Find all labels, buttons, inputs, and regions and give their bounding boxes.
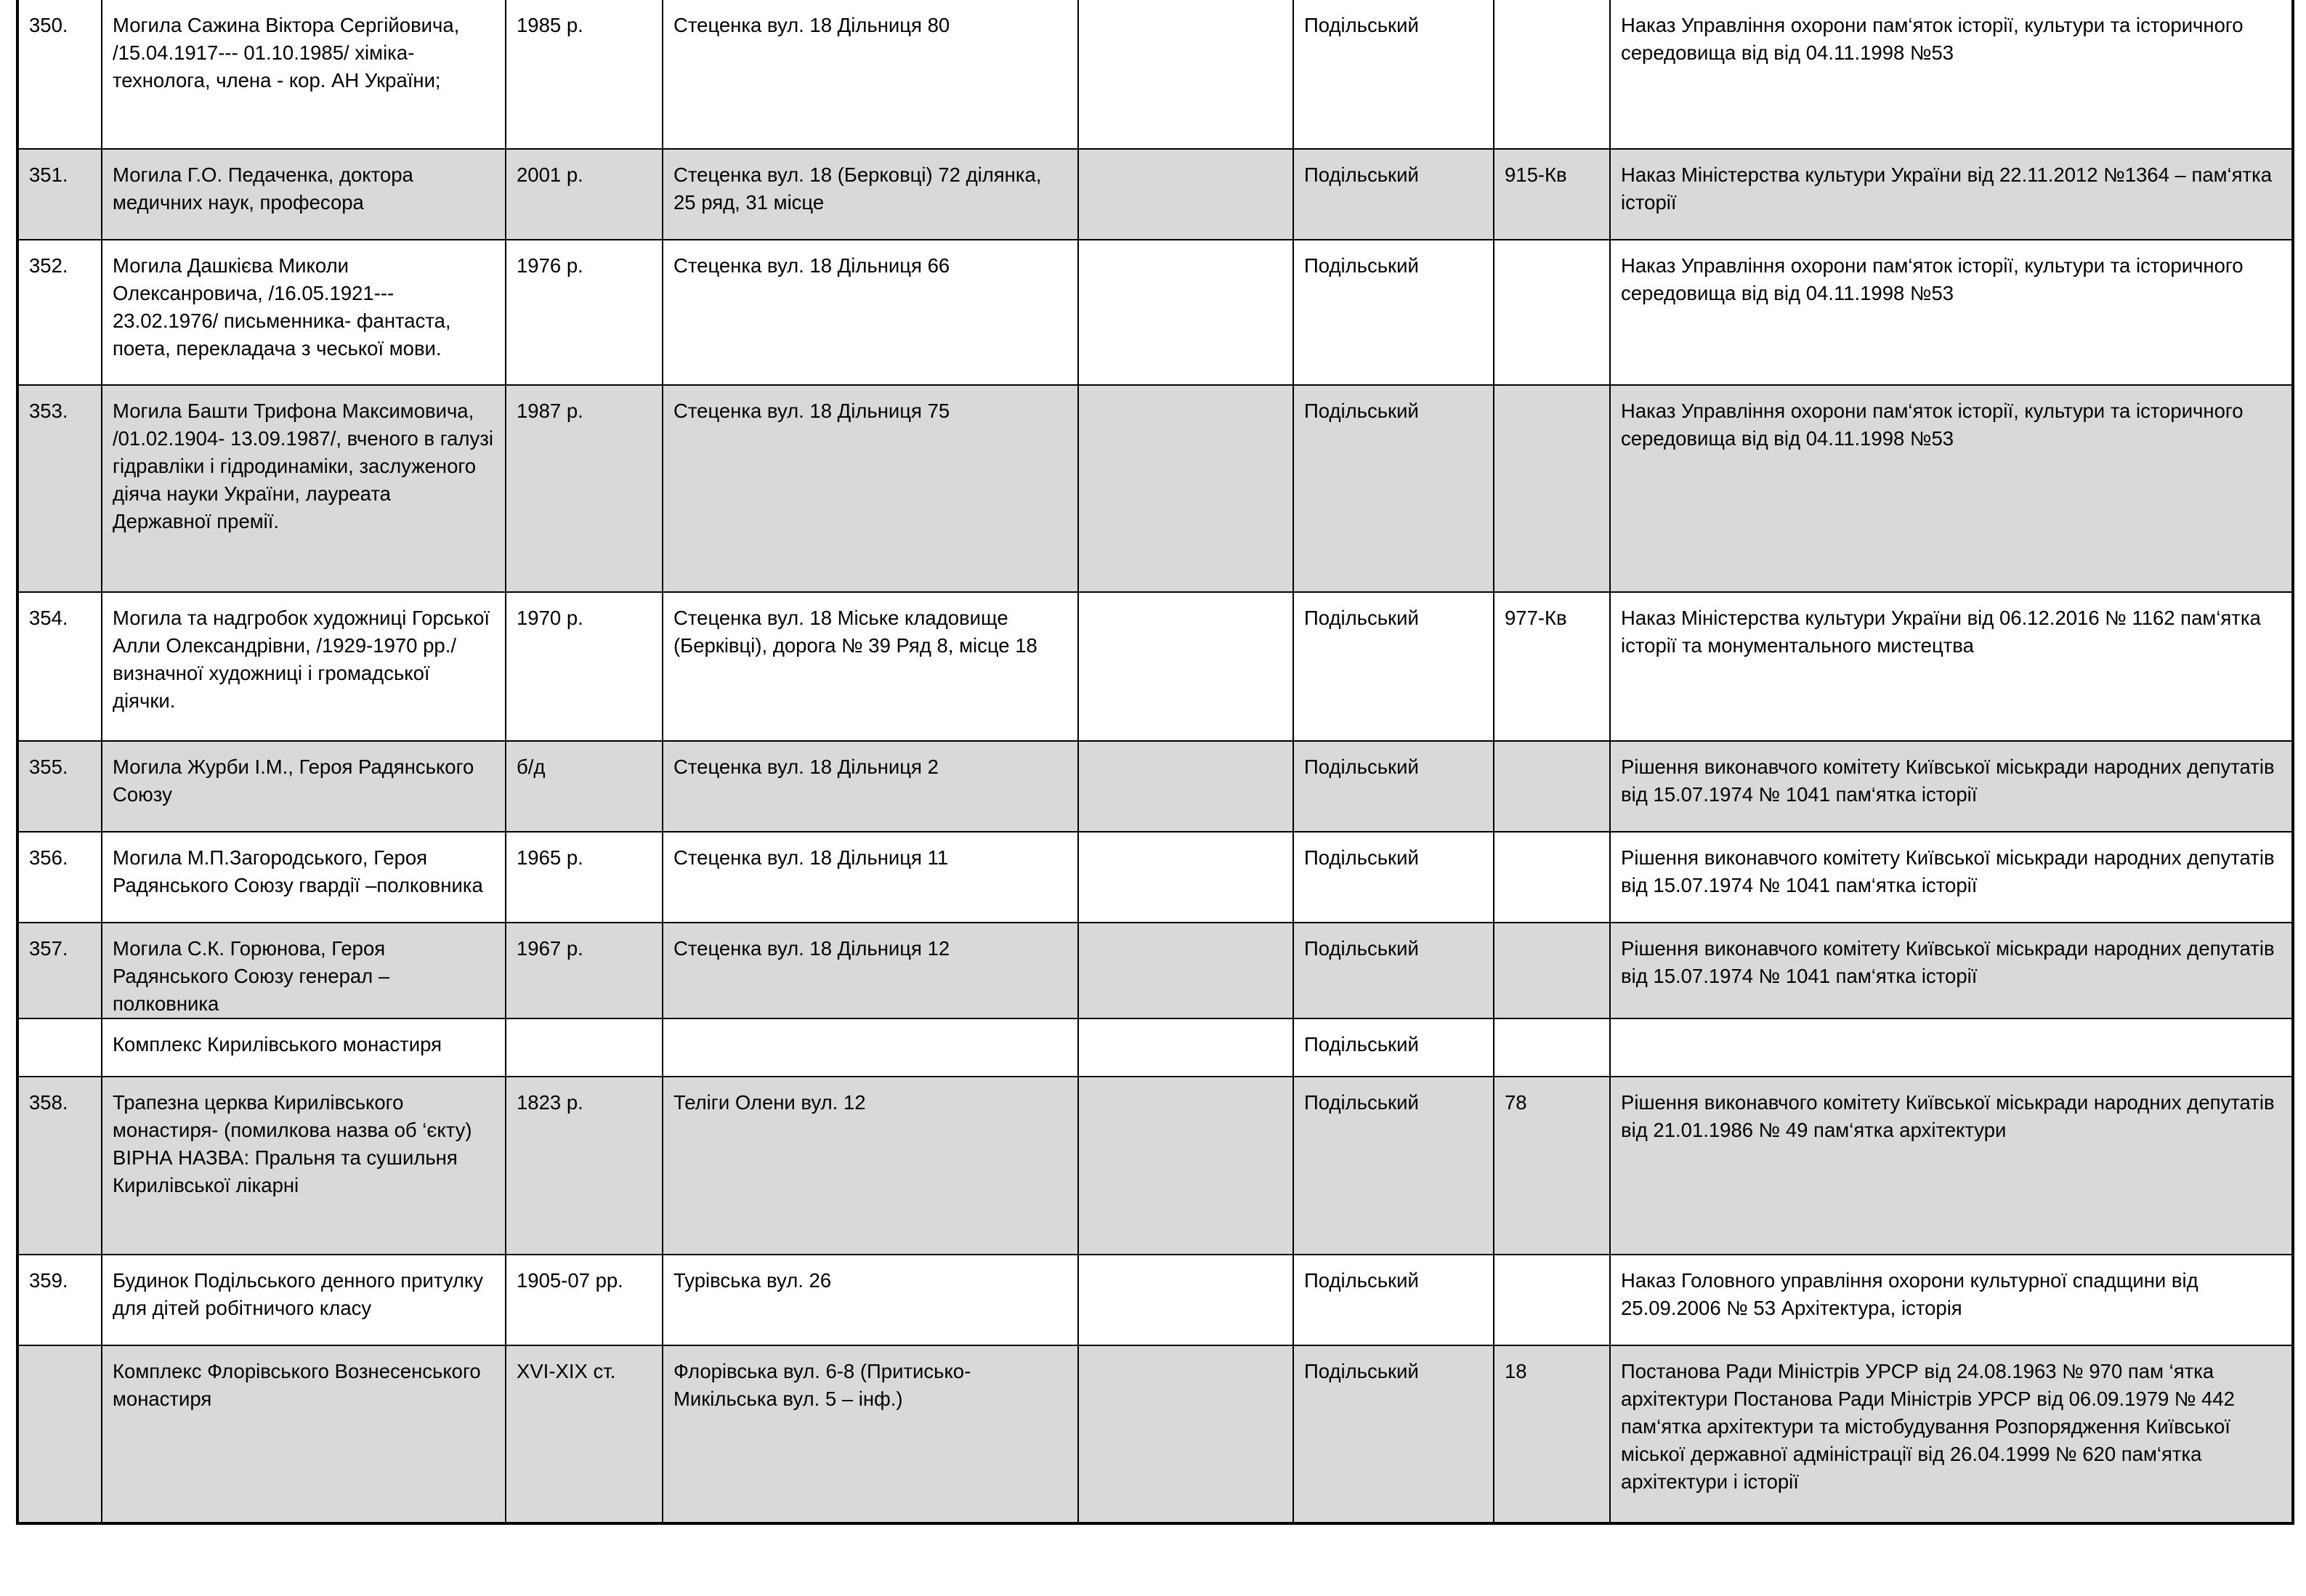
date-cell: б/д bbox=[506, 741, 663, 832]
table-row bbox=[17, 1255, 2293, 1345]
date-cell: 1823 р. bbox=[506, 1077, 663, 1255]
registry-number-cell bbox=[1494, 240, 1610, 385]
district-cell: Подільський bbox=[1293, 741, 1494, 832]
address-cell: Стеценка вул. 18 Дільниця 80 bbox=[663, 0, 1078, 149]
legal-document-cell: Наказ Міністерства культури України від 22.11.2012 №1364 – пам‘ятка історії bbox=[1610, 149, 2293, 240]
empty-column-cell bbox=[1078, 240, 1293, 385]
legal-document-cell: Рішення виконавчого комітету Київської міськради народних депутатів від 15.07.1974 № 1041 пам‘ятка історії bbox=[1610, 741, 2293, 832]
row-number-cell bbox=[17, 1018, 102, 1077]
date-cell: 1985 р. bbox=[506, 0, 663, 149]
registry-number-cell: 18 bbox=[1494, 1345, 1610, 1523]
row-number-cell: 354. bbox=[17, 592, 102, 741]
district-cell: Подільський bbox=[1293, 149, 1494, 240]
row-number-cell: 358. bbox=[17, 1077, 102, 1255]
monument-name-cell: Могила С.К. Горюнова, Героя Радянського Союзу генерал –полковника bbox=[102, 923, 506, 1018]
registry-number-cell: 977-Кв bbox=[1494, 592, 1610, 741]
legal-document-cell: Наказ Управління охорони пам‘яток історії, культури та історичного середовища від від 04.11.1998 №53 bbox=[1610, 240, 2293, 385]
empty-column-cell bbox=[1078, 741, 1293, 832]
monument-name-cell: Комплекс Флорівського Вознесенського монастиря bbox=[102, 1345, 506, 1523]
legal-document-cell: Наказ Управління охорони пам‘яток історії, культури та історичного середовища від від 04.11.1998 №53 bbox=[1610, 385, 2293, 592]
district-cell: Подільський bbox=[1293, 1018, 1494, 1077]
table-row bbox=[17, 385, 2293, 592]
address-cell: Стеценка вул. 18 Дільниця 12 bbox=[663, 923, 1078, 1018]
legal-document-cell: Рішення виконавчого комітету Київської міськради народних депутатів від 15.07.1974 № 1041 пам‘ятка історії bbox=[1610, 923, 2293, 1018]
legal-document-cell: Наказ Управління охорони пам‘яток історії, культури та історичного середовища від від 04.11.1998 №53 bbox=[1610, 0, 2293, 149]
empty-column-cell bbox=[1078, 1077, 1293, 1255]
registry-number-cell bbox=[1494, 385, 1610, 592]
date-cell bbox=[506, 1018, 663, 1077]
address-cell bbox=[663, 1018, 1078, 1077]
monument-name-cell: Могила М.П.Загородського, Героя Радянського Союзу гвардії –полковника bbox=[102, 832, 506, 923]
monument-name-cell: Могила Сажина Віктора Сергійовича, /15.04.1917--- 01.10.1985/ хіміка-технолога, члена - кор. АН України; bbox=[102, 0, 506, 149]
table-row bbox=[17, 1018, 2293, 1077]
district-cell: Подільський bbox=[1293, 385, 1494, 592]
empty-column-cell bbox=[1078, 592, 1293, 741]
district-cell: Подільський bbox=[1293, 0, 1494, 149]
table-row bbox=[17, 240, 2293, 385]
empty-column-cell bbox=[1078, 923, 1293, 1018]
monument-name-cell: Могила Башти Трифона Максимовича, /01.02.1904- 13.09.1987/, вченого в галузі гідравліки і гідродинаміки, заслуженого діяча науки України, лауреата Державної премії. bbox=[102, 385, 506, 592]
empty-column-cell bbox=[1078, 1255, 1293, 1345]
date-cell: 1967 р. bbox=[506, 923, 663, 1018]
district-cell: Подільський bbox=[1293, 923, 1494, 1018]
district-cell: Подільський bbox=[1293, 592, 1494, 741]
date-cell: 1987 р. bbox=[506, 385, 663, 592]
district-cell: Подільський bbox=[1293, 1255, 1494, 1345]
empty-column-cell bbox=[1078, 385, 1293, 592]
monument-name-cell: Могила Журби І.М., Героя Радянського Союзу bbox=[102, 741, 506, 832]
district-cell: Подільський bbox=[1293, 1077, 1494, 1255]
empty-column-cell bbox=[1078, 1018, 1293, 1077]
district-cell: Подільський bbox=[1293, 240, 1494, 385]
address-cell: Теліги Олени вул. 12 bbox=[663, 1077, 1078, 1255]
row-number-cell: 357. bbox=[17, 923, 102, 1018]
table-row bbox=[17, 0, 2293, 149]
table-row bbox=[17, 1077, 2293, 1255]
monument-name-cell: Комплекс Кирилівського монастиря bbox=[102, 1018, 506, 1077]
registry-number-cell: 78 bbox=[1494, 1077, 1610, 1255]
legal-document-cell: Рішення виконавчого комітету Київської міськради народних депутатів від 15.07.1974 № 1041 пам‘ятка історії bbox=[1610, 832, 2293, 923]
table-row bbox=[17, 149, 2293, 240]
address-cell: Стеценка вул. 18 Дільниця 66 bbox=[663, 240, 1078, 385]
row-number-cell: 356. bbox=[17, 832, 102, 923]
date-cell: 1970 р. bbox=[506, 592, 663, 741]
monument-name-cell: Трапезна церква Кирилівського монастиря- (помилкова назва об ‘єкту) ВІРНА НАЗВА: Пральня та сушильня Кирилівської лікарні bbox=[102, 1077, 506, 1255]
address-cell: Стеценка вул. 18 (Берковці) 72 ділянка, 25 ряд, 31 місце bbox=[663, 149, 1078, 240]
address-cell: Стеценка вул. 18 Міське кладовище (Берківці), дорога № 39 Ряд 8, місце 18 bbox=[663, 592, 1078, 741]
address-cell: Флорівська вул. 6-8 (Притисько-Микільська вул. 5 – інф.) bbox=[663, 1345, 1078, 1523]
monuments-registry-table bbox=[16, 0, 2294, 1525]
registry-number-cell bbox=[1494, 923, 1610, 1018]
date-cell: 1976 р. bbox=[506, 240, 663, 385]
district-cell: Подільський bbox=[1293, 832, 1494, 923]
empty-column-cell bbox=[1078, 1345, 1293, 1523]
monument-name-cell: Могила Г.О. Педаченка, доктора медичних наук, професора bbox=[102, 149, 506, 240]
address-cell: Стеценка вул. 18 Дільниця 75 bbox=[663, 385, 1078, 592]
legal-document-cell: Наказ Міністерства культури України від 06.12.2016 № 1162 пам‘ятка історії та монументального мистецтва bbox=[1610, 592, 2293, 741]
registry-number-cell: 915-Кв bbox=[1494, 149, 1610, 240]
monument-name-cell: Могила та надгробок художниці Горської Алли Олександрівни, /1929-1970 рр./ визначної художниці і громадської діячки. bbox=[102, 592, 506, 741]
table-row bbox=[17, 923, 2293, 1018]
monument-name-cell: Могила Дашкієва Миколи Олексанровича, /16.05.1921--- 23.02.1976/ письменника- фантаста, поета, перекладача з чеської мови. bbox=[102, 240, 506, 385]
address-cell: Турівська вул. 26 bbox=[663, 1255, 1078, 1345]
registry-number-cell bbox=[1494, 832, 1610, 923]
row-number-cell: 350. bbox=[17, 0, 102, 149]
legal-document-cell: Наказ Головного управління охорони культурної спадщини від 25.09.2006 № 53 Архітектура, історія bbox=[1610, 1255, 2293, 1345]
row-number-cell: 359. bbox=[17, 1255, 102, 1345]
row-number-cell: 351. bbox=[17, 149, 102, 240]
table-row bbox=[17, 592, 2293, 741]
registry-number-cell bbox=[1494, 1255, 1610, 1345]
registry-number-cell bbox=[1494, 1018, 1610, 1077]
table-row bbox=[17, 741, 2293, 832]
date-cell: 2001 р. bbox=[506, 149, 663, 240]
registry-number-cell bbox=[1494, 0, 1610, 149]
legal-document-cell bbox=[1610, 1018, 2293, 1077]
date-cell: 1965 р. bbox=[506, 832, 663, 923]
legal-document-cell: Рішення виконавчого комітету Київської міськради народних депутатів від 21.01.1986 № 49 пам‘ятка архітектури bbox=[1610, 1077, 2293, 1255]
date-cell: XVI-XIX ст. bbox=[506, 1345, 663, 1523]
empty-column-cell bbox=[1078, 832, 1293, 923]
row-number-cell: 355. bbox=[17, 741, 102, 832]
registry-number-cell bbox=[1494, 741, 1610, 832]
monument-name-cell: Будинок Подільського денного притулку для дітей робітничого класу bbox=[102, 1255, 506, 1345]
registry-body bbox=[17, 0, 2293, 1523]
legal-document-cell: Постанова Ради Міністрів УРСР від 24.08.1963 № 970 пам ‘ятка архітектури Постанова Ради Міністрів УРСР від 06.09.1979 № 442 пам‘ятка архітектури та містобудування Розпорядження Київської міської державної адміністрації від 26.04.1999 № 620 пам‘ятка архітектури і історії bbox=[1610, 1345, 2293, 1523]
address-cell: Стеценка вул. 18 Дільниця 2 bbox=[663, 741, 1078, 832]
empty-column-cell bbox=[1078, 149, 1293, 240]
district-cell: Подільський bbox=[1293, 1345, 1494, 1523]
row-number-cell: 353. bbox=[17, 385, 102, 592]
table-row bbox=[17, 1345, 2293, 1523]
table-row bbox=[17, 832, 2293, 923]
date-cell: 1905-07 рр. bbox=[506, 1255, 663, 1345]
row-number-cell: 352. bbox=[17, 240, 102, 385]
address-cell: Стеценка вул. 18 Дільниця 11 bbox=[663, 832, 1078, 923]
empty-column-cell bbox=[1078, 0, 1293, 149]
row-number-cell bbox=[17, 1345, 102, 1523]
